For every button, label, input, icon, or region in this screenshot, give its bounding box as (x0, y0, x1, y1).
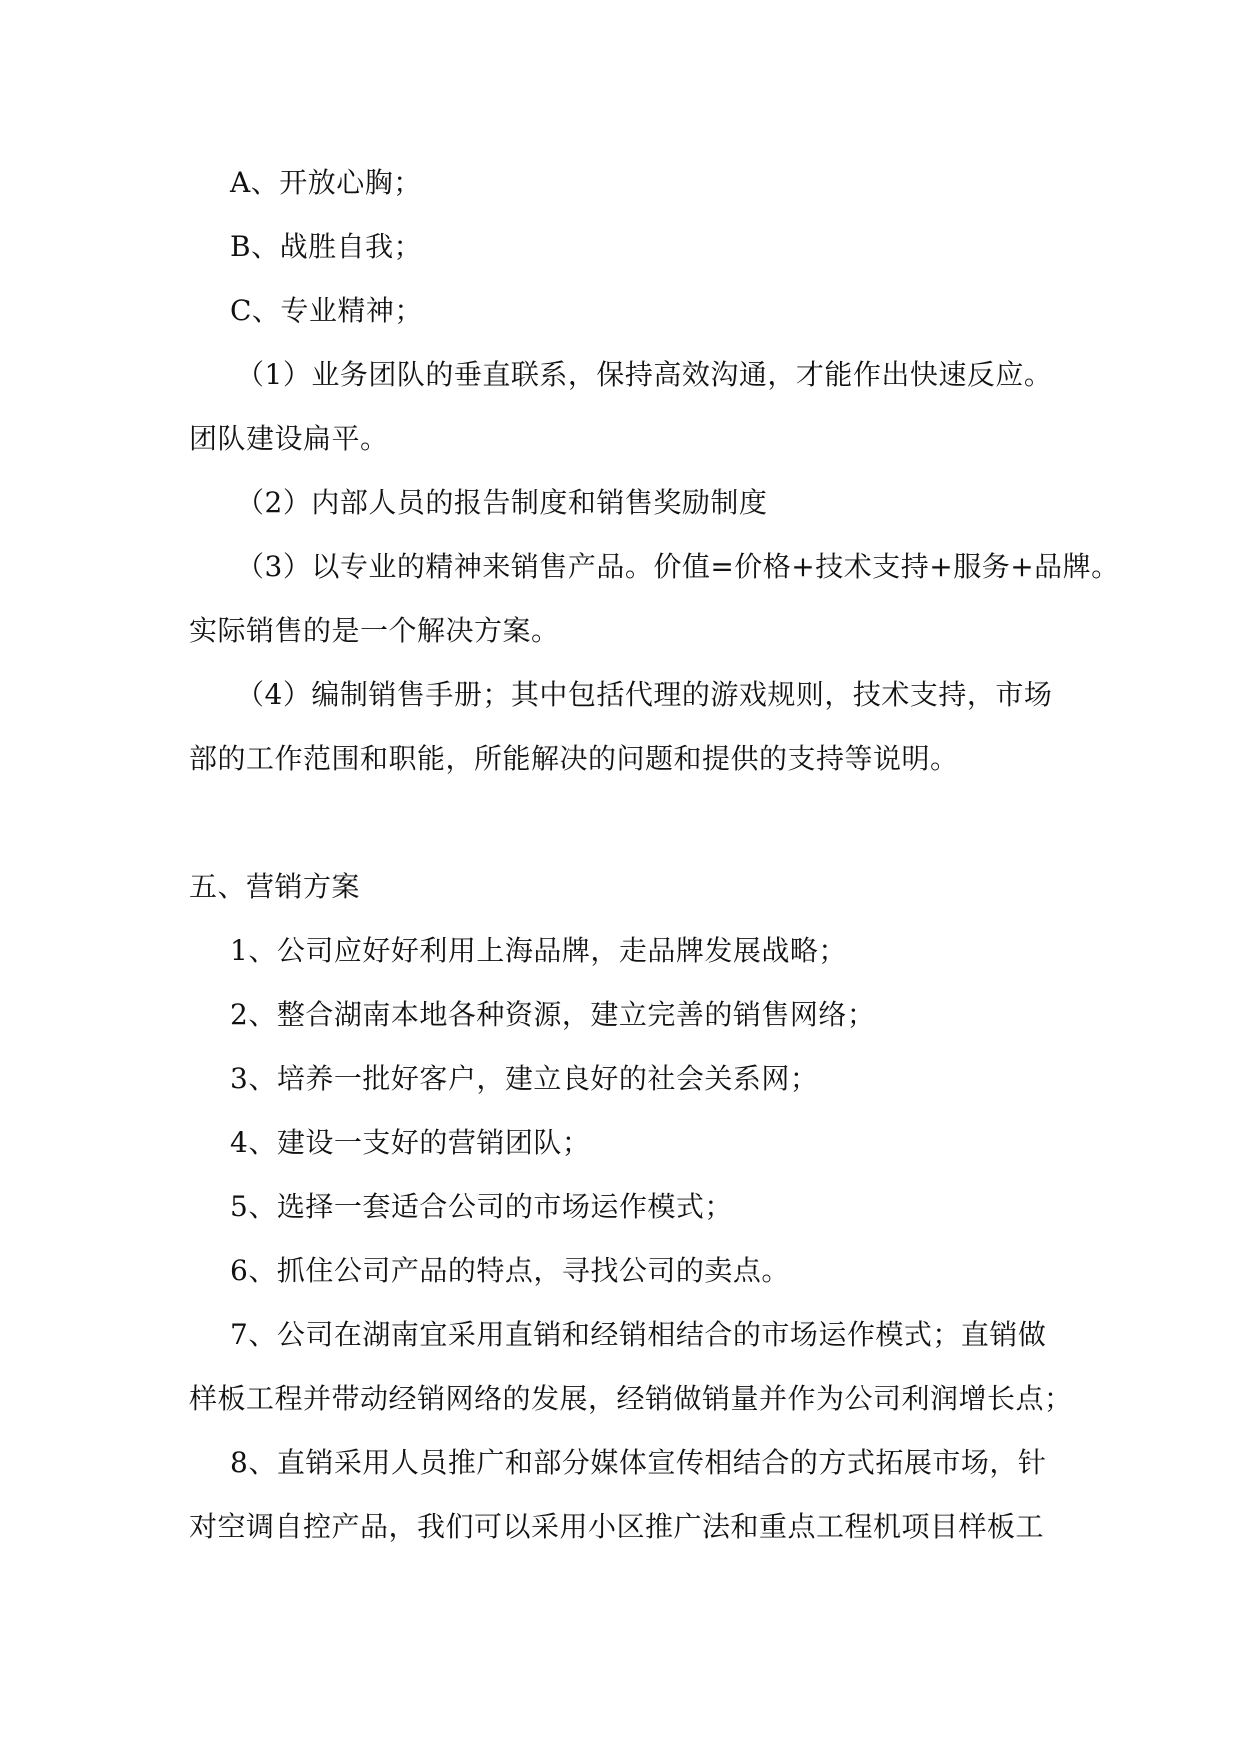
list-item-3: 3、培养一批好客户，建立良好的社会关系网； (230, 1062, 819, 1095)
paragraph-2: （2）内部人员的报告制度和销售奖励制度 (236, 486, 768, 519)
list-item-1: 1、公司应好好利用上海品牌，走品牌发展战略； (230, 934, 847, 967)
list-item-2: 2、整合湖南本地各种资源，建立完善的销售网络； (230, 998, 876, 1031)
list-item-7-line-1: 7、公司在湖南宜采用直销和经销相结合的市场运作模式；直销做 (230, 1318, 1047, 1351)
list-item-5: 5、选择一套适合公司的市场运作模式； (230, 1190, 733, 1223)
paragraph-3-line-2: 实际销售的是一个解决方案。 (189, 614, 560, 647)
section-heading: 五、营销方案 (189, 870, 361, 903)
list-item-a: A、开放心胸； (230, 166, 422, 199)
list-item-4: 4、建设一支好的营销团队； (230, 1126, 591, 1159)
list-item-b: B、战胜自我； (230, 230, 423, 263)
list-item-6: 6、抓住公司产品的特点，寻找公司的卖点。 (230, 1254, 790, 1287)
list-item-c: C、专业精神； (230, 294, 423, 327)
list-item-8-line-2: 对空调自控产品，我们可以采用小区推广法和重点工程机项目样板工 (189, 1510, 1045, 1543)
list-item-7-line-2: 样板工程并带动经销网络的发展，经销做销量并作为公司利润增长点； (189, 1382, 1073, 1415)
paragraph-3-line-1: （3）以专业的精神来销售产品。价值=价格+技术支持+服务+品牌。 (236, 550, 1120, 583)
paragraph-1-line-2: 团队建设扁平。 (189, 422, 389, 455)
list-item-8-line-1: 8、直销采用人员推广和部分媒体宣传相结合的方式拓展市场，针 (230, 1446, 1047, 1479)
paragraph-4-line-2: 部的工作范围和职能，所能解决的问题和提供的支持等说明。 (189, 742, 959, 775)
paragraph-1-line-1: （1）业务团队的垂直联系，保持高效沟通，才能作出快速反应。 (236, 358, 1053, 391)
paragraph-4-line-1: （4）编制销售手册；其中包括代理的游戏规则，技术支持，市场 (236, 678, 1053, 711)
